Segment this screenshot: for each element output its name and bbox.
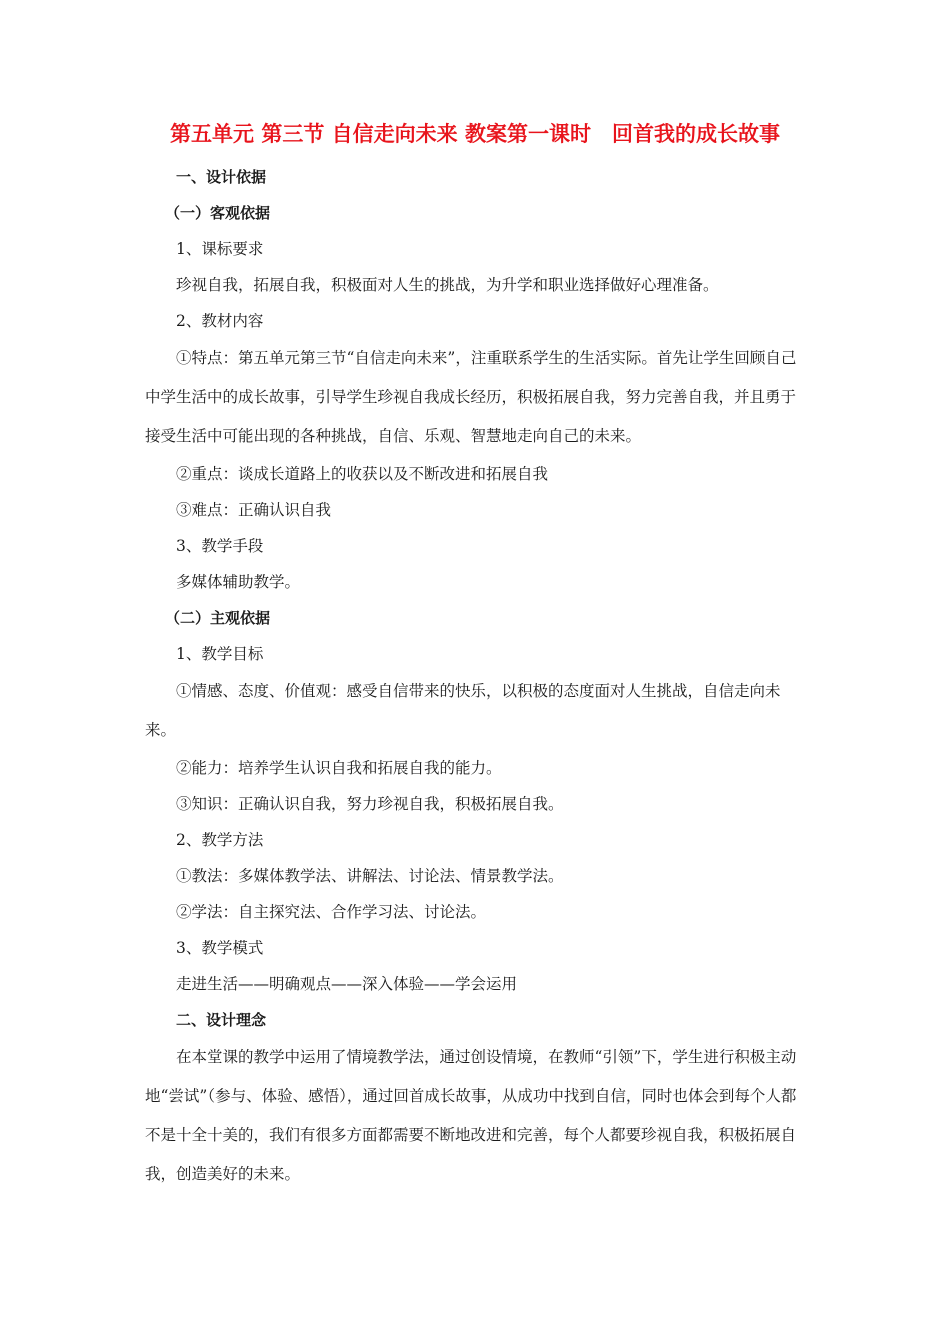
subsection-heading-subjective: （二）主观依据 [165,609,271,627]
item-teaching-goals: 1、教学目标 [176,645,264,663]
text-difficult-points: ③难点：正确认识自我 [176,501,332,519]
text-teaching-method: ①教法：多媒体教学法、讲解法、讨论法、情景教学法。 [176,867,564,885]
section-heading-design-basis: 一、设计依据 [176,168,267,186]
text-textbook-features: ①特点：第五单元第三节“自信走向未来”，注重联系学生的生活实际。首先让学生回顾自己中学生活中的成长故事，引导学生珍视自我成长经历，积极拓展自我，努力完善自我，并且勇于接受生活中可能出现的各种挑战，自信、乐观、智慧地走向自己的未来。 [145,349,797,445]
text-design-concept: 在本堂课的教学中运用了情境教学法，通过创设情境，在教师“引领”下，学生进行积极主动地“尝试”（参与、体验、感悟），通过回首成长故事，从成功中找到自信，同时也体会到每个人都不是十全十美的，我们有很多方面都需要不断地改进和完善，每个人都要珍视自我，积极拓展自我，创造美好的未来。 [145,1048,797,1183]
item-textbook-content: 2、教材内容 [176,312,264,330]
text-key-points: ②重点：谈成长道路上的收获以及不断改进和拓展自我 [176,465,549,483]
text-teaching-means: 多媒体辅助教学。 [176,573,301,591]
item-teaching-mode: 3、教学模式 [176,939,264,957]
text-goal-emotion: ①情感、态度、价值观：感受自信带来的快乐，以积极的态度面对人生挑战，自信走向未来。 [145,682,781,739]
subsection-heading-objective: （一）客观依据 [165,204,271,222]
text-curriculum-requirements: 珍视自我，拓展自我，积极面对人生的挑战，为升学和职业选择做好心理准备。 [176,276,719,294]
text-teaching-mode: 走进生活——明确观点——深入体验——学会运用 [176,975,518,993]
item-teaching-methods: 2、教学方法 [176,831,264,849]
text-learning-method: ②学法：自主探究法、合作学习法、讨论法。 [176,903,487,921]
section-heading-design-concept: 二、设计理念 [176,1011,267,1029]
text-goal-ability: ②能力：培养学生认识自我和拓展自我的能力。 [176,759,502,777]
item-curriculum-requirements: 1、课标要求 [176,240,264,258]
text-goal-knowledge: ③知识：正确认识自我，努力珍视自我，积极拓展自我。 [176,795,564,813]
item-teaching-means: 3、教学手段 [176,537,264,555]
document-title: 第五单元 第三节 自信走向未来 教案第一课时 回首我的成长故事 [170,122,780,146]
